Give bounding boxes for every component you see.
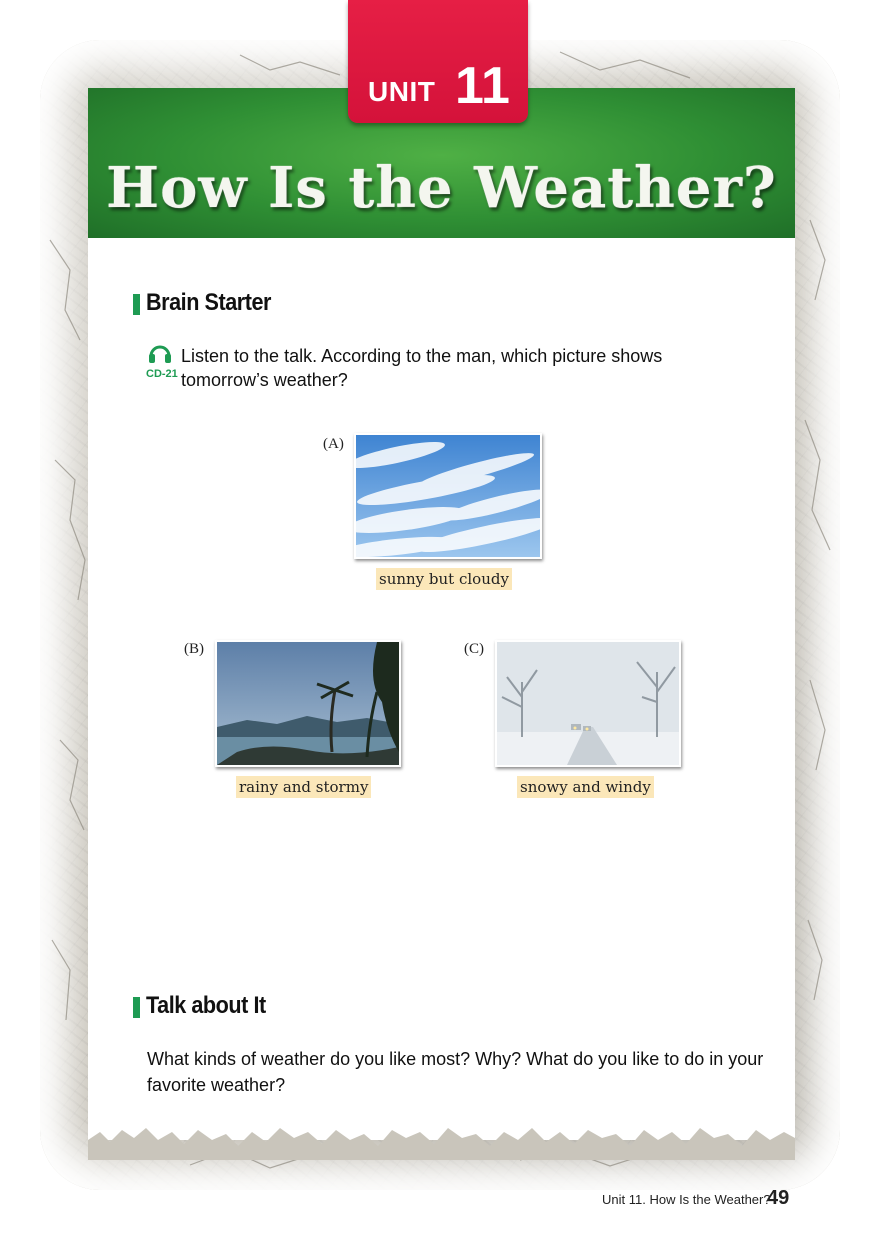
option-a-caption: sunny but cloudy: [376, 568, 512, 590]
option-c-caption: snowy and windy: [517, 776, 654, 798]
talk-about-it-heading: Talk about It: [146, 992, 266, 1019]
cloudy-sky-image: [356, 435, 540, 557]
cd-track-label: CD-21: [146, 368, 178, 380]
discussion-question: What kinds of weather do you like most? Why? What do you like to do in your favorite weather?: [147, 1049, 764, 1095]
page-paper: [88, 88, 795, 1140]
torn-paper-edge: [88, 1120, 795, 1160]
section-marker: [133, 294, 140, 315]
option-a-label: (A): [323, 436, 344, 452]
stormy-beach-image: [217, 642, 399, 765]
option-b-photo[interactable]: [215, 640, 401, 767]
running-title: Unit 11. How Is the Weather?: [602, 1192, 771, 1207]
option-a-photo[interactable]: [354, 433, 542, 559]
snowy-street-image: [497, 642, 679, 765]
option-c-photo[interactable]: [495, 640, 681, 767]
unit-word: UNIT: [368, 76, 436, 107]
headphones-icon: [148, 342, 172, 364]
brain-starter-heading: Brain Starter: [146, 289, 272, 316]
page-title: How Is the Weather?: [106, 155, 777, 221]
option-b-label: (B): [184, 641, 204, 657]
option-b-caption: rainy and stormy: [236, 776, 371, 798]
unit-number: 11: [455, 57, 510, 115]
section-marker: [133, 997, 140, 1018]
option-c-label: (C): [464, 641, 484, 657]
page-number: 49: [767, 1187, 790, 1209]
listening-instruction: Listen to the talk. According to the man, which picture shows tomorrow’s weather?: [181, 346, 663, 390]
